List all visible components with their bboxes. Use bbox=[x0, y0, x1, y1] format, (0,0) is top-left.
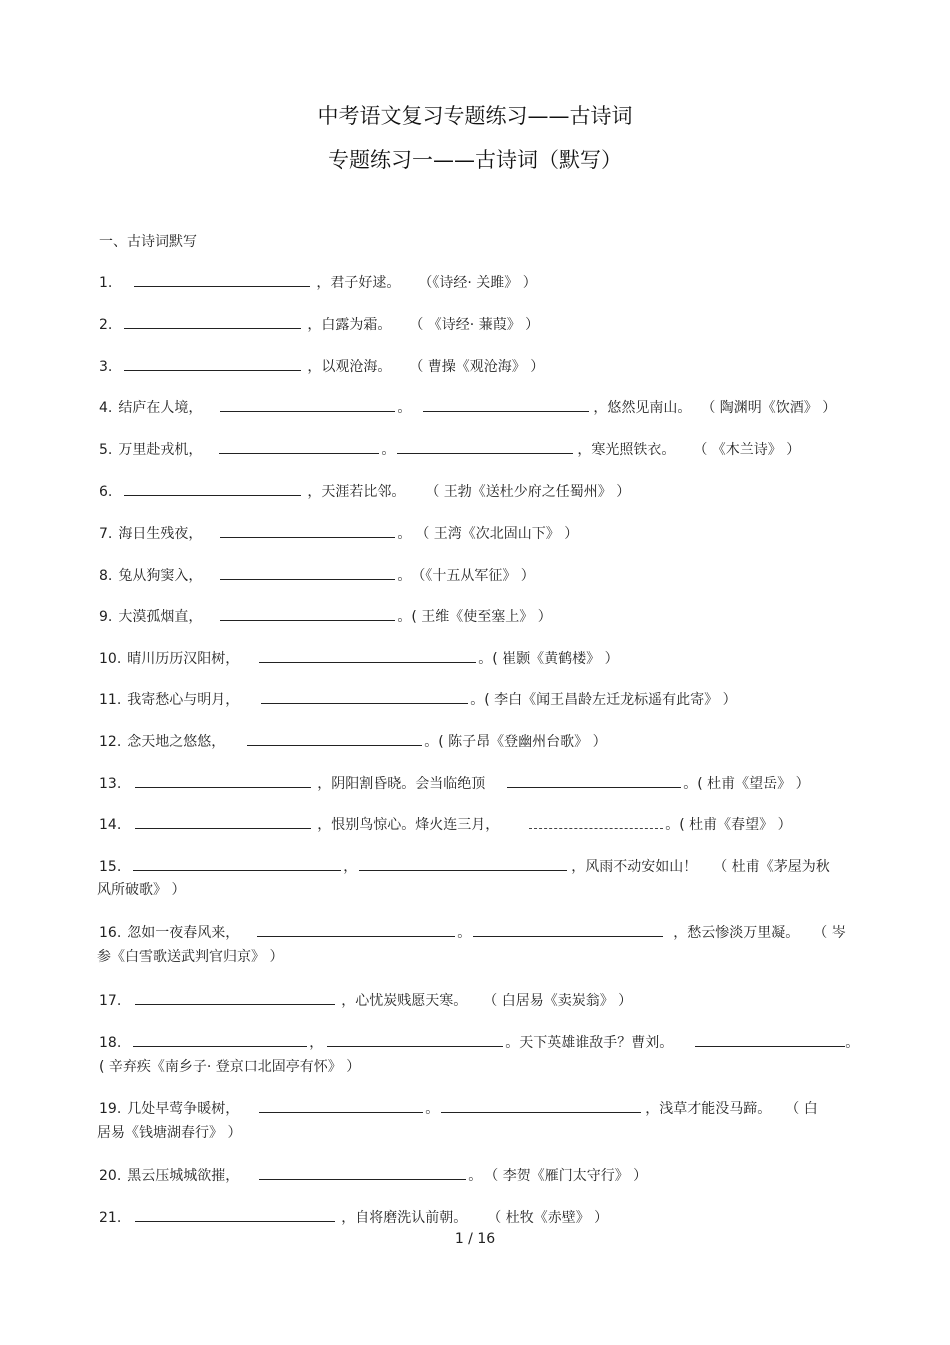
question-item: 3. ，以观沧海。 （ 曹操《观沧海》 ） bbox=[99, 356, 851, 378]
question-item: 1. ，君子好逑。 （《诗经· 关雎》 ） bbox=[99, 272, 851, 294]
answer-blank[interactable] bbox=[397, 439, 573, 454]
answer-blank[interactable] bbox=[135, 773, 311, 788]
answer-blank[interactable] bbox=[423, 397, 589, 412]
question-item-continuation: 居易《钱塘湖春行》 ） bbox=[97, 1125, 242, 1141]
answer-blank[interactable] bbox=[507, 773, 681, 788]
question-item: 4. 结庐在人境， 。 ，悠然见南山。 （ 陶渊明《饮酒》 ） bbox=[99, 397, 851, 419]
question-item-continuation: 参《白雪歌送武判官归京》 ） bbox=[97, 949, 284, 965]
question-item: 10. 晴川历历汉阳树， 。( 崔颢《黄鹤楼》 ） bbox=[99, 648, 851, 670]
answer-blank[interactable] bbox=[133, 1032, 307, 1047]
answer-blank[interactable] bbox=[529, 814, 663, 829]
question-item: 19. 几处早莺争暖树， 。 ，浅草才能没马蹄。 （ 白 bbox=[99, 1098, 851, 1120]
question-item: 14. ，恨别鸟惊心。烽火连三月， 。( 杜甫《春望》 ） bbox=[99, 814, 851, 836]
answer-blank[interactable] bbox=[259, 648, 476, 663]
question-item: 12. 念天地之悠悠， 。( 陈子昂《登幽州台歌》 ） bbox=[99, 731, 851, 753]
question-item-continuation: ( 辛弃疾《南乡子· 登京口北固亭有怀》 ） bbox=[99, 1059, 361, 1075]
question-item: 7. 海日生残夜， 。 （ 王湾《次北固山下》 ） bbox=[99, 523, 851, 545]
question-item: 13. ，阴阳割昏晓。会当临绝顶 。( 杜甫《望岳》 ） bbox=[99, 773, 851, 795]
answer-blank[interactable] bbox=[259, 1098, 423, 1113]
question-item-continuation: 风所破歌》 ） bbox=[97, 882, 186, 898]
answer-blank[interactable] bbox=[134, 272, 310, 287]
document-title: 中考语文复习专题练习——古诗词 bbox=[317, 104, 633, 128]
question-item: 2. ，白露为霜。 （ 《诗经· 蒹葭》 ） bbox=[99, 314, 851, 336]
answer-blank[interactable] bbox=[441, 1098, 641, 1113]
question-item: 8. 兔从狗窦入， 。（《十五从军征》 ） bbox=[99, 565, 851, 587]
question-item: 20. 黑云压城城欲摧， 。 （ 李贺《雁门太守行》 ） bbox=[99, 1165, 851, 1187]
section-heading: 一、古诗词默写 bbox=[99, 234, 197, 250]
answer-blank[interactable] bbox=[473, 922, 663, 937]
answer-blank[interactable] bbox=[247, 731, 422, 746]
answer-blank[interactable] bbox=[261, 689, 468, 704]
question-item: 11. 我寄愁心与明月， 。( 李白《闻王昌龄左迁龙标遥有此寄》 ） bbox=[99, 689, 851, 711]
question-item: 16. 忽如一夜春风来， 。 ，愁云惨淡万里凝。 （ 岑 bbox=[99, 922, 851, 944]
answer-blank[interactable] bbox=[259, 1165, 466, 1180]
question-item: 9. 大漠孤烟直， 。( 王维《使至塞上》 ） bbox=[99, 606, 851, 628]
answer-blank[interactable] bbox=[220, 523, 395, 538]
answer-blank[interactable] bbox=[257, 922, 455, 937]
answer-blank[interactable] bbox=[220, 606, 395, 621]
question-item: 5. 万里赴戎机， 。 ，寒光照铁衣。 （ 《木兰诗》 ） bbox=[99, 439, 851, 461]
question-item: 6. ，天涯若比邻。 （ 王勃《送杜少府之任蜀州》 ） bbox=[99, 481, 851, 503]
question-item: 18. ， 。天下英雄谁敌手？曹刘。 。 bbox=[99, 1032, 851, 1054]
answer-blank[interactable] bbox=[135, 814, 311, 829]
answer-blank[interactable] bbox=[219, 439, 379, 454]
answer-blank[interactable] bbox=[124, 314, 301, 329]
answer-blank[interactable] bbox=[220, 565, 395, 580]
document-subtitle: 专题练习一——古诗词（默写） bbox=[328, 148, 622, 172]
answer-blank[interactable] bbox=[327, 1032, 503, 1047]
answer-blank[interactable] bbox=[695, 1032, 845, 1047]
answer-blank[interactable] bbox=[220, 397, 395, 412]
answer-blank[interactable] bbox=[124, 481, 301, 496]
question-item: 15. ， ，风雨不动安如山！ （ 杜甫《茅屋为秋 bbox=[99, 856, 851, 878]
page-number: 1 / 16 bbox=[454, 1231, 496, 1247]
question-item: 21. ，自将磨洗认前朝。 （ 杜牧《赤壁》 ） bbox=[99, 1207, 851, 1229]
answer-blank[interactable] bbox=[124, 356, 301, 371]
answer-blank[interactable] bbox=[359, 856, 567, 871]
answer-blank[interactable] bbox=[135, 1207, 335, 1222]
answer-blank[interactable] bbox=[133, 856, 341, 871]
question-item: 17. ，心忧炭贱愿天寒。 （ 白居易《卖炭翁》 ） bbox=[99, 990, 851, 1012]
answer-blank[interactable] bbox=[135, 990, 335, 1005]
